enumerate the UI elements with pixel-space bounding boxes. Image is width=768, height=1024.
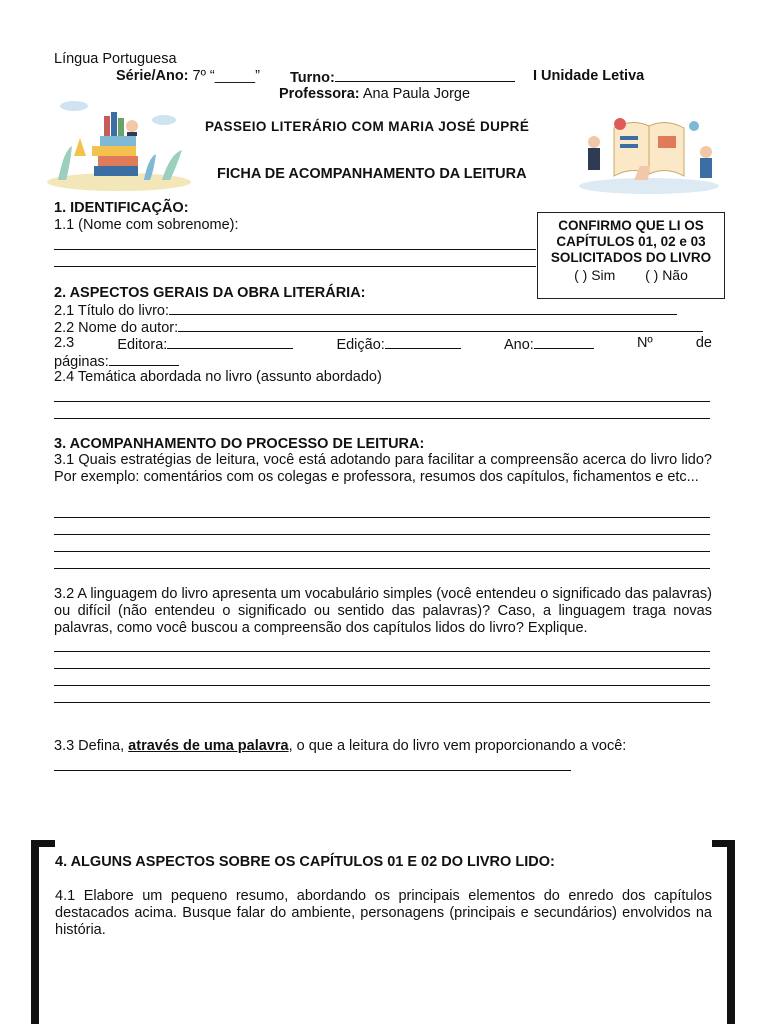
open-book-illustration xyxy=(574,106,724,196)
paginas-field[interactable] xyxy=(109,352,179,366)
professora-name: Ana Paula Jorge xyxy=(362,86,471,102)
answer-3-2-line-3[interactable] xyxy=(54,685,710,686)
option-sim[interactable]: ( ) Sim xyxy=(574,267,616,283)
professora-label: Professora: xyxy=(279,86,360,102)
confirm-line-2: CAPÍTULOS 01, 02 e 03 xyxy=(556,234,706,249)
item-3-3-emphasis: através de uma palavra xyxy=(128,738,289,754)
turno-field[interactable] xyxy=(335,68,515,82)
turno-label: Turno: xyxy=(290,70,335,86)
item-4-1-text: 4.1 Elabore um pequeno resumo, abordando os principais elementos do enredo dos capítulos destacados acima. Busque falar do ambiente, personagens (principais e secundários) envolvidos na história. xyxy=(55,888,712,938)
ano-label: Ano: xyxy=(503,337,534,353)
de-label: de xyxy=(695,335,712,351)
titulo-field[interactable] xyxy=(169,301,677,315)
section3-heading: 3. ACOMPANHAMENTO DO PROCESSO DE LEITURA: xyxy=(54,436,425,452)
section2-heading: 2. ASPECTOS GERAIS DA OBRA LITERÁRIA: xyxy=(54,285,366,301)
answer-3-2-line-1[interactable] xyxy=(54,651,710,652)
item-3-2-text: 3.2 A linguagem do livro apresenta um vocabulário simples (você entendeu o significado das palavras) ou difícil (não entendeu o significado ou sentido das palavras)? Caso, a linguagem traga novas palavras, como você buscou a compreensão dos capítulos lidos do livro? Explique. xyxy=(54,586,712,636)
answer-3-3-line[interactable] xyxy=(54,770,571,771)
tematica-line-2[interactable] xyxy=(54,418,710,419)
right-bracket xyxy=(727,840,735,1024)
item-2-1-label: 2.1 Título do livro: xyxy=(54,303,169,319)
professora-row xyxy=(279,86,470,103)
unidade-label: I Unidade Letiva xyxy=(533,68,645,84)
confirm-box xyxy=(537,212,725,299)
section4-heading: 4. ALGUNS ASPECTOS SOBRE OS CAPÍTULOS 01 E 02 DO LIVRO LIDO: xyxy=(55,854,555,870)
subject-label: Língua Portuguesa xyxy=(54,51,177,67)
item-3-1-text: 3.1 Quais estratégias de leitura, você está adotando para facilitar a compreensão acerca do livro lido? Por exemplo: comentários com os colegas e professora, resumos dos capítulos, fichamentos e etc... xyxy=(54,452,712,485)
editora-label: Editora: xyxy=(117,337,168,353)
books-reading-illustration xyxy=(44,86,194,194)
answer-3-1-line-3[interactable] xyxy=(54,551,710,552)
left-bracket xyxy=(31,840,39,1024)
form-title: FICHA DE ACOMPANHAMENTO DA LEITURA xyxy=(217,166,527,182)
confirm-line-3: SOLICITADOS DO LIVRO xyxy=(550,250,712,265)
answer-3-1-line-4[interactable] xyxy=(54,568,710,569)
edicao-field[interactable] xyxy=(385,335,461,349)
confirm-line-1: CONFIRMO QUE LI OS xyxy=(558,218,704,233)
answer-3-2-line-4[interactable] xyxy=(54,702,710,703)
item-3-3-row xyxy=(54,738,626,755)
edicao-label: Edição: xyxy=(336,337,385,353)
right-bracket-cap xyxy=(712,840,735,847)
ano-field[interactable] xyxy=(534,335,594,349)
item-2-4-label: 2.4 Temática abordada no livro (assunto abordado) xyxy=(54,369,382,385)
section1-heading: 1. IDENTIFICAÇÃO: xyxy=(54,200,189,216)
serie-row xyxy=(116,68,260,85)
turno-row xyxy=(290,68,515,87)
left-bracket-cap xyxy=(31,840,55,847)
item-3-3-prefix: 3.3 Defina, xyxy=(54,738,129,754)
editora-field[interactable] xyxy=(167,335,293,349)
name-line-1[interactable] xyxy=(54,249,536,250)
numero-label: Nº xyxy=(636,335,653,351)
paginas-label: páginas: xyxy=(54,354,109,370)
autor-field[interactable] xyxy=(178,318,703,332)
answer-3-1-line-1[interactable] xyxy=(54,517,710,518)
tematica-line-1[interactable] xyxy=(54,401,710,402)
project-title: PASSEIO LITERÁRIO COM MARIA JOSÉ DUPRÉ xyxy=(205,119,530,134)
confirm-options xyxy=(538,267,724,283)
option-nao[interactable]: ( ) Não xyxy=(645,267,688,283)
serie-label: Série/Ano: xyxy=(116,68,189,84)
name-line-2[interactable] xyxy=(54,266,536,267)
item-3-3-suffix: , o que a leitura do livro vem proporcionando a você: xyxy=(288,738,627,754)
answer-3-1-line-2[interactable] xyxy=(54,534,710,535)
item-2-2-label: 2.2 Nome do autor: xyxy=(54,320,179,336)
item-2-3-prefix: 2.3 xyxy=(54,335,75,351)
answer-3-2-line-2[interactable] xyxy=(54,668,710,669)
serie-field[interactable]: 7º “_____” xyxy=(192,68,260,84)
item-1-1-label: 1.1 (Nome com sobrenome): xyxy=(54,217,239,233)
